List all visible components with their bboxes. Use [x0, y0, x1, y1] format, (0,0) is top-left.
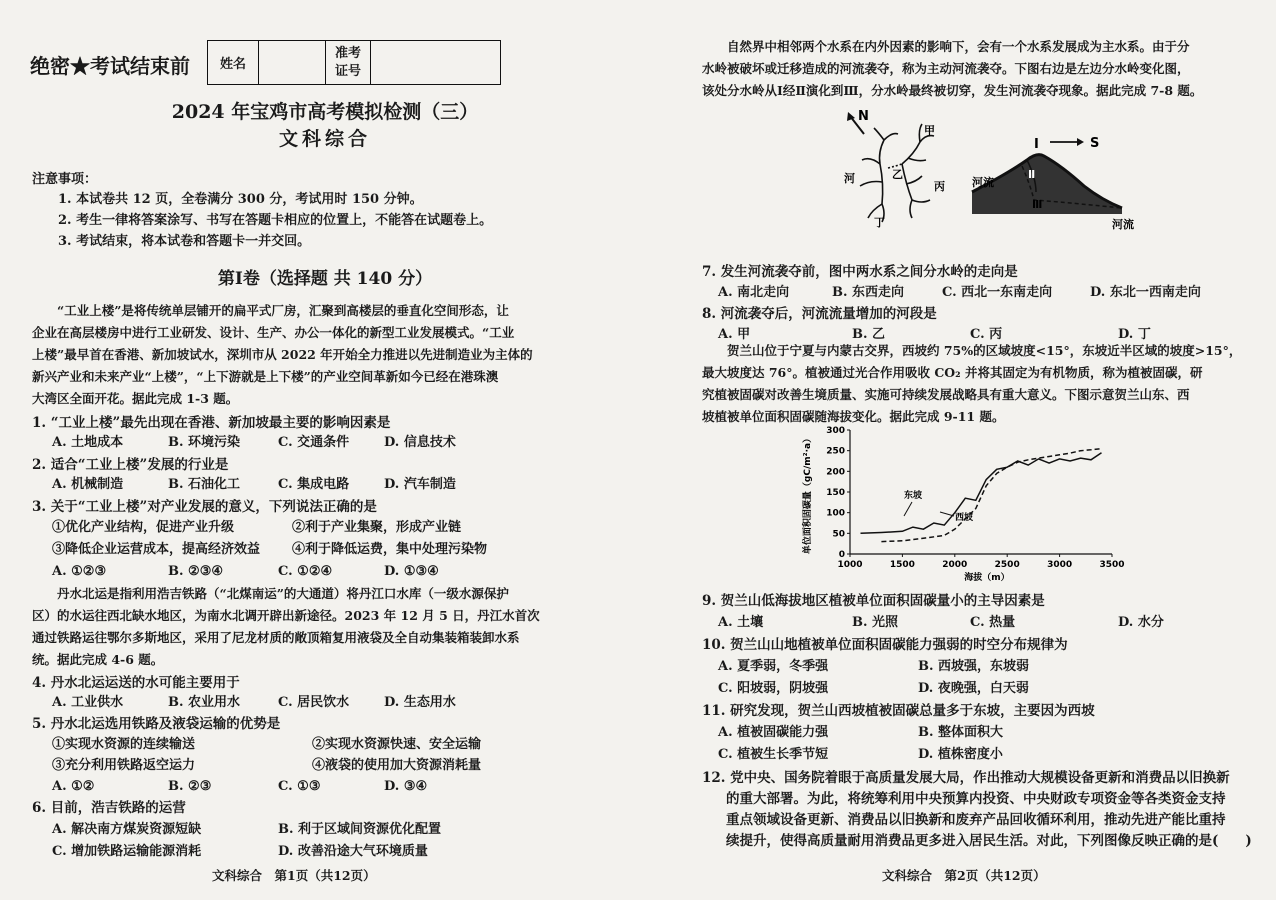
notice-heading: 注意事项： [32, 172, 98, 187]
q5-option-c[interactable]: C. ①③ [278, 779, 321, 794]
river-label-right: 河流 [1112, 218, 1134, 231]
right-footer: 文科综合 第2页（共12页） [882, 868, 1046, 883]
passage3-line3: 该处分水岭从Ⅰ经Ⅱ演化到Ⅲ，分水岭最终被切穿，发生河流袭夺现象。据此完成 7-8 题。 [702, 83, 1203, 98]
left-footer: 文科综合 第1页（共12页） [212, 868, 376, 883]
q12-line3: 重点领域设备更新、消费品以旧换新和废弃产品回收循环利用，推动先进产能比重持 [726, 812, 1226, 828]
q12-line1: 12. 党中央、国务院着眼于高质量发展大局，作出推动大规模设备更新和消费品以旧换新 [702, 770, 1230, 786]
passage1-line3: 上楼”最早首在香港、新加坡试水，深圳市从 2022 年开始全力推进以先进制造业为主体的 [32, 347, 533, 362]
q6-option-d[interactable]: D. 改善沿途大气环境质量 [278, 844, 428, 859]
q9-stem: 9. 贺兰山低海拔地区植被单位面积固碳量小的主导因素是 [702, 593, 1045, 609]
q3-option-a[interactable]: A. ①②③ [52, 564, 107, 579]
q8-option-b[interactable]: B. 乙 [852, 327, 886, 342]
q2-option-d[interactable]: D. 汽车制造 [384, 477, 456, 492]
name-field[interactable] [259, 41, 326, 84]
q3-option-d[interactable]: D. ①③④ [384, 564, 439, 579]
q1-option-d[interactable]: D. 信息技术 [384, 435, 456, 450]
q5-stem: 5. 丹水北运选用铁路及液袋运输的优势是 [32, 716, 281, 732]
q5-item-4: ④液袋的使用加大资源消耗量 [312, 758, 482, 773]
passage3-line2: 水岭被破坏或迁移造成的河流袭夺，称为主动河流袭夺。下图右边是左边分水岭变化图， [702, 61, 1190, 76]
x-tick-label: 3500 [1099, 560, 1125, 570]
q8-option-c[interactable]: C. 丙 [970, 327, 1003, 342]
section-title: 第Ⅰ卷（选择题 共 140 分） [217, 269, 433, 289]
river-label-left-sketch: 河 [844, 172, 855, 185]
q5-item-2: ②实现水资源快速、安全运输 [312, 737, 482, 752]
q6-stem: 6. 目前，浩吉铁路的运营 [32, 800, 186, 816]
passage4-line4: 坡植被单位面积固碳随海拔变化。据此完成 9-11 题。 [702, 409, 1005, 424]
q11-option-a[interactable]: A. 植被固碳能力强 [718, 725, 829, 740]
y-tick-label: 200 [826, 467, 845, 478]
divide-cross-section [972, 155, 1122, 214]
q9-option-a[interactable]: A. 土壤 [718, 615, 764, 630]
passage2-line4: 统。据此完成 4-6 题。 [32, 652, 164, 667]
q4-option-c[interactable]: C. 居民饮水 [278, 695, 350, 710]
q7-option-c[interactable]: C. 西北一东南走向 [942, 285, 1053, 300]
passage4-line2: 最大坡度达 76°。植被通过光合作用吸收 CO₂ 并将其固定为有机物质，称为植被固碳，研 [702, 365, 1203, 380]
q1-option-c[interactable]: C. 交通条件 [278, 435, 350, 450]
passage1-line2: 企业在高层楼房中进行工业研发、设计、生产、办公一体化的新型工业发展模式。“工业 [32, 325, 515, 340]
q11-option-d[interactable]: D. 植株密度小 [918, 747, 1003, 762]
y-tick-label: 0 [838, 550, 845, 560]
q2-option-c[interactable]: C. 集成电路 [278, 477, 350, 492]
chart-series [861, 449, 1102, 542]
q6-option-b[interactable]: B. 利于区域间资源优化配置 [278, 822, 442, 837]
q2-option-b[interactable]: B. 石油化工 [168, 477, 241, 492]
q8-option-a[interactable]: A. 甲 [718, 327, 751, 342]
q4-option-b[interactable]: B. 农业用水 [168, 695, 241, 710]
y-tick-label: 100 [826, 508, 845, 519]
q10-option-d[interactable]: D. 夜晚强，白天弱 [918, 681, 1029, 696]
river-label-left: 河流 [972, 176, 994, 189]
passage2-line1: 丹水北运是指利用浩吉铁路（“北煤南运”的大通道）将丹江口水库（一级水源保护 [57, 586, 509, 601]
id-label-line1: 准考 [334, 45, 361, 61]
q7-option-b[interactable]: B. 东西走向 [832, 285, 905, 300]
chart-y-axis-label: 单位面积固碳量（gC/m²·a） [803, 433, 813, 555]
legend-east-slope: 东坡 [904, 491, 923, 501]
chart-axes [826, 426, 1124, 570]
q3-option-c[interactable]: C. ①②④ [278, 564, 333, 579]
passage4-line1: 贺兰山位于宁夏与内蒙古交界，西坡约 75%的区域坡度<15°，东坡近半区域的坡度>15°， [727, 343, 1242, 358]
candidate-info-box [207, 40, 501, 85]
q5-option-b[interactable]: B. ②③ [168, 779, 212, 794]
y-tick-label: 250 [826, 446, 845, 457]
label-yi: 乙 [892, 168, 903, 181]
q9-option-c[interactable]: C. 热量 [970, 615, 1016, 630]
passage2-line2: 区）的水运往西北缺水地区，为南水北调开辟出新途径。2023 年 12 月 5 日，丹江水首次 [32, 608, 540, 623]
x-tick-label: 2000 [942, 560, 968, 570]
x-tick-label: 3000 [1047, 560, 1073, 570]
q10-option-a[interactable]: A. 夏季弱，冬季强 [718, 659, 829, 674]
exam-subject: 文科综合 [278, 128, 371, 150]
legend-west-pointer [940, 512, 954, 516]
q1-option-b[interactable]: B. 环境污染 [168, 435, 241, 450]
chart-x-axis-label: 海拔（m） [964, 573, 1010, 583]
q12-line2: 的重大部署。为此，将统筹利用中央预算内投资、中央财政专项资金等各类资金支持 [726, 791, 1226, 807]
q3-item-2: ②利于产业集聚，形成产业链 [292, 520, 462, 535]
legend-east-pointer [904, 502, 912, 516]
carbon-chart [792, 422, 1132, 584]
id-field[interactable] [371, 41, 500, 84]
label-i: Ⅰ [1034, 137, 1039, 152]
x-tick-label: 1000 [837, 560, 863, 570]
x-tick-label: 1500 [889, 560, 915, 570]
label-iii: Ⅲ [1032, 198, 1043, 211]
q5-item-1: ①实现水资源的连续输送 [52, 737, 196, 752]
q11-stem: 11. 研究发现，贺兰山西坡植被固碳总量多于东坡，主要因为西坡 [702, 703, 1095, 719]
passage3-line1: 自然界中相邻两个水系在内外因素的影响下，会有一个水系发展成为主水系。由于分 [727, 39, 1190, 54]
y-tick-label: 50 [832, 529, 845, 540]
y-tick-label: 150 [826, 488, 845, 498]
label-ii: Ⅱ [1028, 168, 1036, 181]
passage2-line3: 通过铁路运往鄂尔多斯地区，采用了尼龙材质的敞顶箱复用液袋及全自动集装箱装卸水系 [32, 630, 520, 645]
right-page [652, 0, 1276, 900]
q11-option-c[interactable]: C. 植被生长季节短 [718, 747, 829, 762]
passage4-line3: 究植被固碳对改善生境质量、实施可持续发展战略具有重大意义。下图示意贺兰山东、西 [702, 387, 1190, 402]
x-tick-label: 2500 [994, 560, 1020, 570]
q3-item-1: ①优化产业结构，促进产业升级 [52, 520, 235, 535]
q7-option-d[interactable]: D. 东北一西南走向 [1090, 285, 1201, 300]
q1-option-a[interactable]: A. 土地成本 [52, 435, 124, 450]
q7-option-a[interactable]: A. 南北走向 [718, 285, 790, 300]
name-label: 姓名 [208, 41, 259, 84]
q8-option-d[interactable]: D. 丁 [1118, 327, 1151, 342]
q5-item-3: ③充分利用铁路返空运力 [52, 758, 196, 773]
q10-stem: 10. 贺兰山山地植被单位面积固碳能力强弱的时空分布规律为 [702, 637, 1068, 653]
north-label: N [858, 109, 869, 124]
y-tick-label: 300 [826, 426, 845, 436]
q10-option-b[interactable]: B. 西坡强，东坡弱 [918, 659, 1030, 674]
q2-option-a[interactable]: A. 机械制造 [52, 477, 124, 492]
q4-option-a[interactable]: A. 工业供水 [52, 695, 124, 710]
series-line-east-slope [861, 453, 1102, 534]
notice-1: 1. 本试卷共 12 页，全卷满分 300 分，考试用时 150 分钟。 [58, 192, 423, 207]
q1-stem: 1. “工业上楼”最先出现在香港、新加坡最主要的影响因素是 [32, 415, 391, 431]
passage1-line5: 大湾区全面开花。据此完成 1-3 题。 [32, 391, 239, 406]
q4-stem: 4. 丹水北运运送的水可能主要用于 [32, 675, 240, 691]
q10-option-c[interactable]: C. 阳坡弱，阴坡强 [718, 681, 829, 696]
id-label-line2: 证号 [334, 63, 361, 79]
q4-option-d[interactable]: D. 生态用水 [384, 695, 456, 710]
label-jia: 甲 [924, 124, 935, 137]
q11-option-b[interactable]: B. 整体面积大 [918, 725, 1004, 740]
label-bing: 丙 [934, 180, 945, 193]
q6-option-a[interactable]: A. 解决南方煤炭资源短缺 [52, 822, 202, 837]
q12-line4: 续提升，使得高质量耐用消费品更多进入居民生活。对此，下列图像反映正确的是( ) [726, 833, 1252, 849]
q8-stem: 8. 河流袭夺后，河流流量增加的河段是 [702, 306, 937, 322]
q9-option-d[interactable]: D. 水分 [1118, 615, 1164, 630]
notice-2: 2. 考生一律将答案涂写、书写在答题卡相应的位置上，不能答在试题卷上。 [58, 213, 493, 228]
q3-item-4: ④利于降低运费，集中处理污染物 [292, 542, 488, 557]
q5-option-a[interactable]: A. ①② [52, 779, 95, 794]
label-ding: 丁 [874, 216, 885, 229]
secret-seal: 绝密★考试结束前 [30, 54, 190, 78]
q2-stem: 2. 适合“工业上楼”发展的行业是 [32, 457, 229, 473]
passage1-line4: 新兴产业和未来产业“上楼”，“上下游就是上下楼”的产业空间革新如今已经在港珠澳 [32, 369, 499, 384]
q3-option-b[interactable]: B. ②③④ [168, 564, 224, 579]
passage1-line1: “工业上楼”是将传统单层铺开的扁平式厂房，汇聚到高楼层的垂直化空间形态，让 [57, 303, 509, 318]
q9-option-b[interactable]: B. 光照 [852, 615, 899, 630]
id-label [326, 41, 371, 84]
q5-option-d[interactable]: D. ③④ [384, 779, 428, 794]
south-label: S [1090, 136, 1100, 151]
q3-stem: 3. 关于“工业上楼”对产业发展的意义，下列说法正确的是 [32, 499, 377, 515]
notice-3: 3. 考试结束，将本试卷和答题卡一并交回。 [58, 234, 311, 249]
q6-option-c[interactable]: C. 增加铁路运输能源消耗 [52, 844, 202, 859]
exam-title: 2024 年宝鸡市高考模拟检测（三） [171, 101, 479, 123]
q3-item-3: ③降低企业运营成本，提高经济效益 [52, 542, 261, 557]
legend-west-slope: 西坡 [955, 513, 974, 523]
q7-stem: 7. 发生河流袭夺前，图中两水系之间分水岭的走向是 [702, 264, 1018, 280]
river-capture-diagram [822, 104, 1202, 234]
